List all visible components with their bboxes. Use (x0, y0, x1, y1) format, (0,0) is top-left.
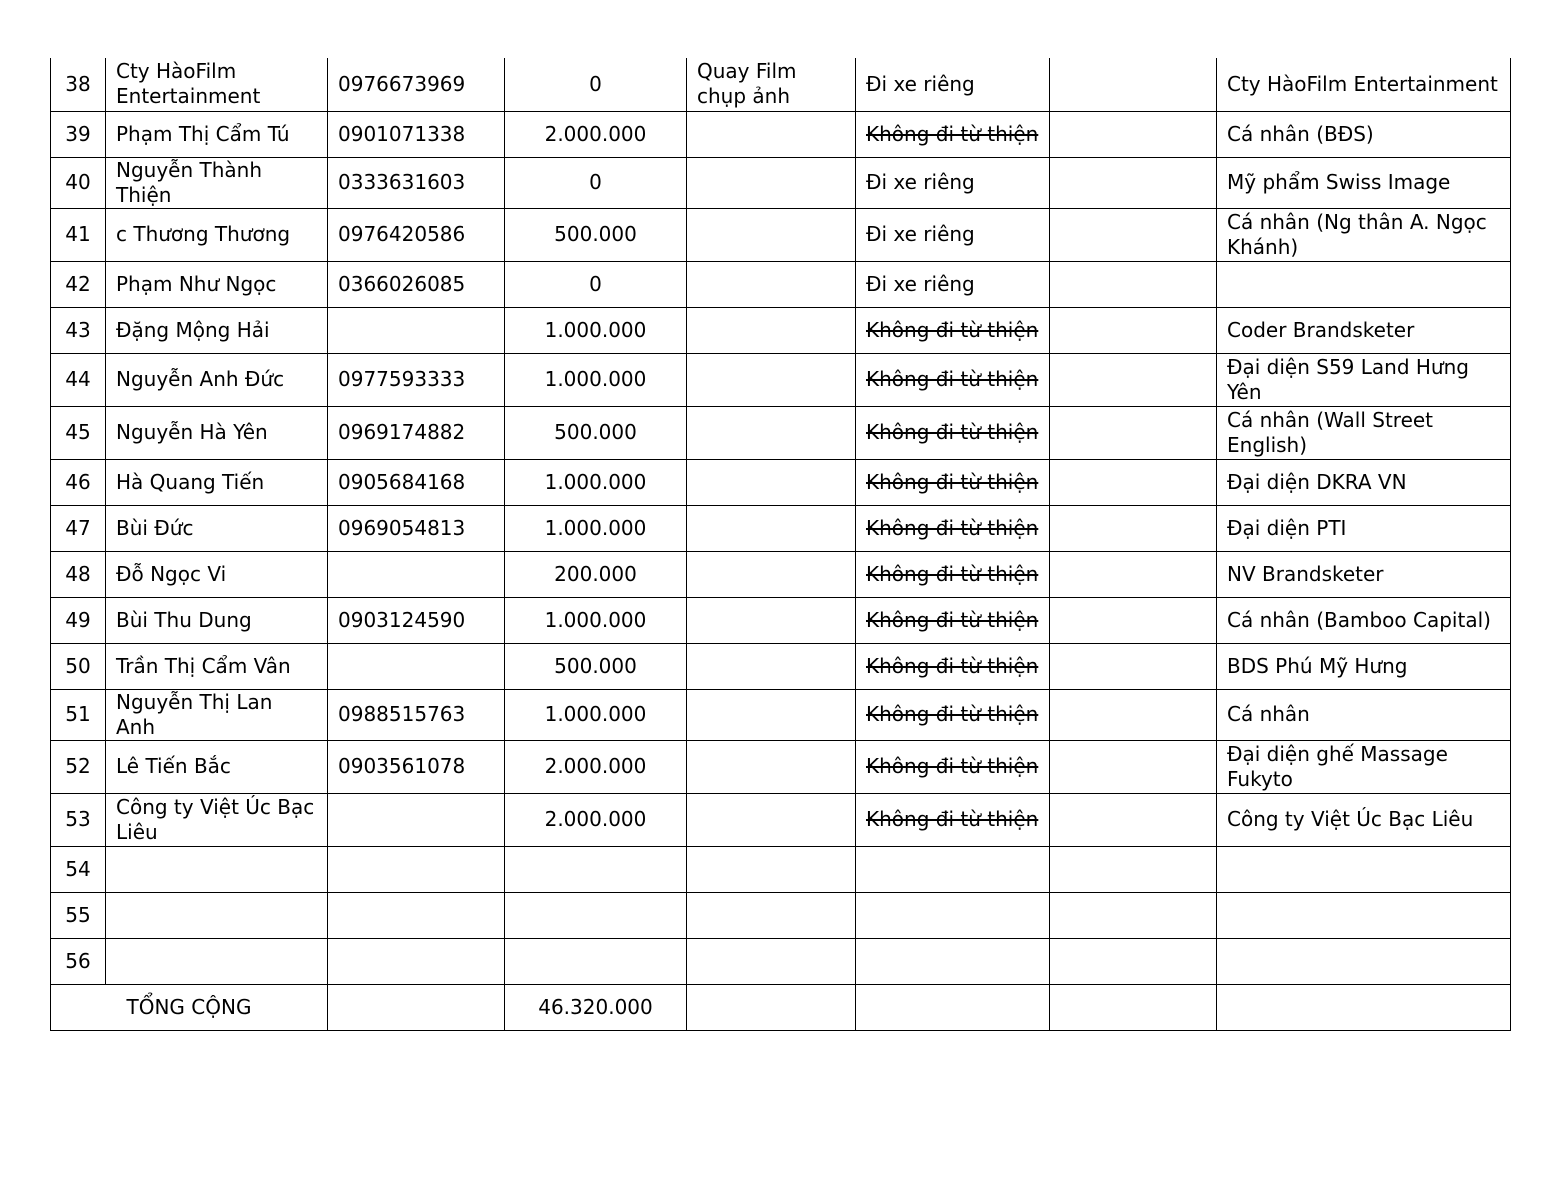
table-row (51, 157, 1511, 208)
support-note (687, 406, 856, 459)
organization: Đại diện S59 Land Hưng Yên (1217, 353, 1511, 406)
organization: Đại diện DKRA VN (1217, 459, 1511, 505)
table-row (51, 307, 1511, 353)
support-note (687, 892, 856, 938)
donation-amount (505, 892, 687, 938)
note-cell (1050, 353, 1217, 406)
organization (1217, 938, 1511, 984)
total-phone-cell (328, 984, 505, 1030)
support-note (687, 740, 856, 793)
donation-amount: 0 (505, 58, 687, 111)
donation-amount: 1.000.000 (505, 307, 687, 353)
donation-amount: 2.000.000 (505, 111, 687, 157)
donor-name (106, 938, 328, 984)
support-note (687, 793, 856, 846)
transport-status: Đi xe riêng (856, 157, 1050, 208)
row-number: 44 (51, 353, 106, 406)
transport-status: Đi xe riêng (856, 58, 1050, 111)
donation-amount: 2.000.000 (505, 740, 687, 793)
row-number: 53 (51, 793, 106, 846)
donor-name: Phạm Như Ngọc (106, 261, 328, 307)
donor-name: Công ty Việt Úc Bạc Liêu (106, 793, 328, 846)
note-cell (1050, 793, 1217, 846)
transport-status (856, 892, 1050, 938)
donation-amount: 1.000.000 (505, 505, 687, 551)
table-row (51, 353, 1511, 406)
table-row (51, 208, 1511, 261)
organization: Cá nhân (Bamboo Capital) (1217, 597, 1511, 643)
row-number: 43 (51, 307, 106, 353)
support-note (687, 643, 856, 689)
donor-name: Nguyễn Thị Lan Anh (106, 689, 328, 740)
phone-number: 0903124590 (328, 597, 505, 643)
row-number: 45 (51, 406, 106, 459)
note-cell (1050, 406, 1217, 459)
donation-amount (505, 846, 687, 892)
organization: BDS Phú Mỹ Hưng (1217, 643, 1511, 689)
total-amount: 46.320.000 (505, 984, 687, 1030)
organization: Đại diện ghế Massage Fukyto (1217, 740, 1511, 793)
organization: Cty HàoFilm Entertainment (1217, 58, 1511, 111)
row-number: 39 (51, 111, 106, 157)
organization: Cá nhân (1217, 689, 1511, 740)
phone-number: 0366026085 (328, 261, 505, 307)
donor-name: Đỗ Ngọc Vi (106, 551, 328, 597)
support-note (687, 111, 856, 157)
note-cell (1050, 157, 1217, 208)
donation-amount: 1.000.000 (505, 459, 687, 505)
table-row (51, 505, 1511, 551)
note-cell (1050, 58, 1217, 111)
table-row (51, 938, 1511, 984)
transport-status: Không đi từ thiện (856, 406, 1050, 459)
donation-amount: 2.000.000 (505, 793, 687, 846)
row-number: 41 (51, 208, 106, 261)
row-number: 47 (51, 505, 106, 551)
donation-amount: 500.000 (505, 643, 687, 689)
donation-amount: 0 (505, 157, 687, 208)
note-cell (1050, 551, 1217, 597)
transport-status: Đi xe riêng (856, 208, 1050, 261)
row-number: 40 (51, 157, 106, 208)
phone-number: 0988515763 (328, 689, 505, 740)
total-label: TỔNG CỘNG (51, 984, 328, 1030)
table-row (51, 892, 1511, 938)
transport-status (856, 846, 1050, 892)
transport-status (856, 938, 1050, 984)
support-note (687, 307, 856, 353)
note-cell (1050, 307, 1217, 353)
organization (1217, 846, 1511, 892)
table-row (51, 551, 1511, 597)
donor-name: Nguyễn Hà Yên (106, 406, 328, 459)
row-number: 52 (51, 740, 106, 793)
transport-status: Đi xe riêng (856, 261, 1050, 307)
donor-name: Cty HàoFilm Entertainment (106, 58, 328, 111)
organization (1217, 261, 1511, 307)
row-number: 49 (51, 597, 106, 643)
note-cell (1050, 892, 1217, 938)
note-cell (1050, 459, 1217, 505)
row-number: 42 (51, 261, 106, 307)
phone-number: 0969174882 (328, 406, 505, 459)
organization: Mỹ phẩm Swiss Image (1217, 157, 1511, 208)
total-note-cell (1050, 984, 1217, 1030)
note-cell (1050, 643, 1217, 689)
donor-name (106, 846, 328, 892)
note-cell (1050, 740, 1217, 793)
donor-name: Bùi Thu Dung (106, 597, 328, 643)
support-note (687, 261, 856, 307)
transport-status: Không đi từ thiện (856, 307, 1050, 353)
transport-status: Không đi từ thiện (856, 689, 1050, 740)
total-support-cell (687, 984, 856, 1030)
transport-status: Không đi từ thiện (856, 793, 1050, 846)
note-cell (1050, 689, 1217, 740)
transport-status: Không đi từ thiện (856, 597, 1050, 643)
donor-name: Nguyễn Anh Đức (106, 353, 328, 406)
donation-amount: 500.000 (505, 208, 687, 261)
row-number: 54 (51, 846, 106, 892)
donation-amount: 200.000 (505, 551, 687, 597)
row-number: 50 (51, 643, 106, 689)
total-row (51, 984, 1511, 1030)
transport-status: Không đi từ thiện (856, 353, 1050, 406)
table-row (51, 846, 1511, 892)
note-cell (1050, 846, 1217, 892)
donation-amount: 1.000.000 (505, 689, 687, 740)
phone-number: 0333631603 (328, 157, 505, 208)
donor-name: Bùi Đức (106, 505, 328, 551)
support-note (687, 353, 856, 406)
table-row (51, 597, 1511, 643)
table-row (51, 111, 1511, 157)
donation-table (50, 58, 1511, 1031)
row-number: 48 (51, 551, 106, 597)
donor-name: Nguyễn Thành Thiện (106, 157, 328, 208)
row-number: 46 (51, 459, 106, 505)
table-row (51, 406, 1511, 459)
table-row (51, 793, 1511, 846)
organization: Công ty Việt Úc Bạc Liêu (1217, 793, 1511, 846)
organization: Cá nhân (Ng thân A. Ngọc Khánh) (1217, 208, 1511, 261)
phone-number (328, 643, 505, 689)
organization: Đại diện PTI (1217, 505, 1511, 551)
donation-amount: 1.000.000 (505, 597, 687, 643)
row-number: 55 (51, 892, 106, 938)
transport-status: Không đi từ thiện (856, 740, 1050, 793)
support-note (687, 551, 856, 597)
row-number: 51 (51, 689, 106, 740)
donor-name (106, 892, 328, 938)
row-number: 38 (51, 58, 106, 111)
support-note (687, 689, 856, 740)
phone-number: 0977593333 (328, 353, 505, 406)
support-note (687, 505, 856, 551)
donation-amount: 500.000 (505, 406, 687, 459)
phone-number: 0976420586 (328, 208, 505, 261)
donor-name: Lê Tiến Bắc (106, 740, 328, 793)
phone-number: 0969054813 (328, 505, 505, 551)
transport-status: Không đi từ thiện (856, 505, 1050, 551)
transport-status: Không đi từ thiện (856, 111, 1050, 157)
phone-number: 0976673969 (328, 58, 505, 111)
table-row (51, 58, 1511, 111)
transport-status: Không đi từ thiện (856, 643, 1050, 689)
note-cell (1050, 261, 1217, 307)
support-note: Quay Film chụp ảnh (687, 58, 856, 111)
note-cell (1050, 111, 1217, 157)
total-org-cell (1217, 984, 1511, 1030)
phone-number: 0901071338 (328, 111, 505, 157)
phone-number (328, 551, 505, 597)
donor-name: Hà Quang Tiến (106, 459, 328, 505)
support-note (687, 597, 856, 643)
transport-status: Không đi từ thiện (856, 551, 1050, 597)
table-row (51, 261, 1511, 307)
organization: Cá nhân (Wall Street English) (1217, 406, 1511, 459)
donation-amount: 1.000.000 (505, 353, 687, 406)
donor-name: Phạm Thị Cẩm Tú (106, 111, 328, 157)
donor-name: Trần Thị Cẩm Vân (106, 643, 328, 689)
support-note (687, 938, 856, 984)
phone-number (328, 846, 505, 892)
donation-amount: 0 (505, 261, 687, 307)
note-cell (1050, 505, 1217, 551)
organization: NV Brandsketer (1217, 551, 1511, 597)
phone-number (328, 307, 505, 353)
donor-name: Đặng Mộng Hải (106, 307, 328, 353)
phone-number (328, 793, 505, 846)
support-note (687, 157, 856, 208)
organization: Coder Brandsketer (1217, 307, 1511, 353)
row-number: 56 (51, 938, 106, 984)
organization: Cá nhân (BĐS) (1217, 111, 1511, 157)
support-note (687, 208, 856, 261)
donor-name: c Thương Thương (106, 208, 328, 261)
phone-number (328, 892, 505, 938)
table-row (51, 689, 1511, 740)
note-cell (1050, 938, 1217, 984)
donation-amount (505, 938, 687, 984)
note-cell (1050, 208, 1217, 261)
phone-number (328, 938, 505, 984)
table-body (51, 58, 1511, 984)
table-row (51, 740, 1511, 793)
phone-number: 0905684168 (328, 459, 505, 505)
organization (1217, 892, 1511, 938)
table-row (51, 459, 1511, 505)
total-transport-cell (856, 984, 1050, 1030)
support-note (687, 459, 856, 505)
support-note (687, 846, 856, 892)
phone-number: 0903561078 (328, 740, 505, 793)
note-cell (1050, 597, 1217, 643)
table-row (51, 643, 1511, 689)
transport-status: Không đi từ thiện (856, 459, 1050, 505)
